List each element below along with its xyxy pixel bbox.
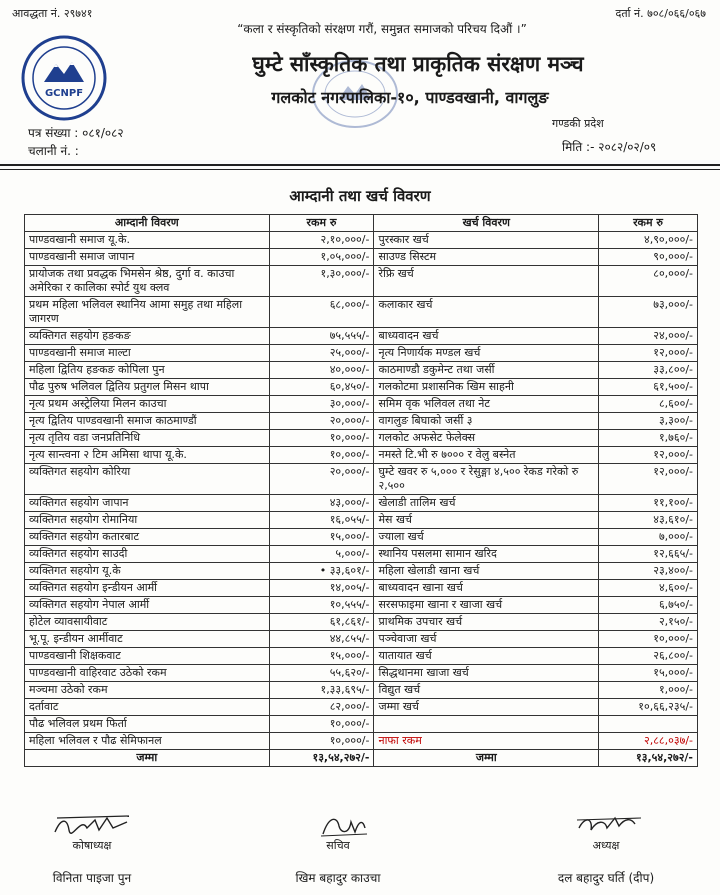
income-description: व्यक्तिगत सहयोग नेपाल आर्मी [25,597,270,614]
chair-name: दल बहादुर घर्ति (दीप) [557,871,655,885]
income-amount: ५,०००/- [269,546,374,563]
expense-amount-header: रकम रु [599,215,698,232]
table-row [25,345,698,362]
income-description: नृत्य द्वितिय पाण्डवखानी समाज काठमाण्डौं [25,413,270,430]
table-row [25,563,698,580]
income-amount: ७५,५५५/- [269,328,374,345]
income-amount: ४०,०००/- [269,362,374,379]
expense-description: वागलुङ बिघाको जर्सी ३ [374,413,599,430]
table-row [25,529,698,546]
expense-description: पञ्चेवाजा खर्च [374,631,599,648]
expense-description: नाफा रकम [374,733,599,750]
income-amount-header: रकम रु [269,215,374,232]
table-row [25,266,698,297]
income-amount: १०,०००/- [269,447,374,464]
expense-description: घुम्टे खवर रु ५,००० र रेसुङ्गा ४,५०० रेकड गरेको रु २,५०० [374,464,599,495]
income-description: प्रायोजक तथा प्रवद्धक भिमसेन श्रेष्ठ, दुर्गा व. काउचा अमेरिका र कालिका स्पोर्ट युथ क्लव [25,266,270,297]
income-description: होटेल व्यावसायीवाट [25,614,270,631]
income-amount: • ३३,६०१/- [269,563,374,580]
table-row [25,464,698,495]
treasurer-title: कोषाध्यक्ष [72,839,112,852]
income-amount: १,३०,०००/- [269,266,374,297]
expense-amount: १२,०००/- [599,464,698,495]
income-total: १३,५४,२७२/- [269,750,374,767]
income-amount: ५५,६२०/- [269,665,374,682]
income-amount: २०,०००/- [269,464,374,495]
income-amount: ६०,४५०/- [269,379,374,396]
income-description: पौढ पुरुष भलिवल द्वितिय प्रतुगल मिसन थापा [25,379,270,396]
expense-amount: १२,६६५/- [599,546,698,563]
income-amount: १०,०००/- [269,430,374,447]
income-description: पाण्डवखानी समाज माल्टा [25,345,270,362]
income-amount: १०,०००/- [269,716,374,733]
report-title: आम्दानी तथा खर्च विवरण [289,187,431,205]
table-row [25,546,698,563]
table-body [25,232,698,750]
income-amount: १,३३,६९५/- [269,682,374,699]
income-amount: १०,५५५/- [269,597,374,614]
expense-description: नमस्ते टि.भी रु ७००० र वेलु बस्नेत [374,447,599,464]
expense-description: बाध्यवादन खाना खर्च [374,580,599,597]
income-amount: ८२,०००/- [269,699,374,716]
income-description: व्यक्तिगत सहयोग कतारबाट [25,529,270,546]
expense-amount: ८,६००/- [599,396,698,413]
motto: “कला र संस्कृतिको संरक्षण गरौं, समुन्नत समाजको परिचय दिऔं ।” [237,22,527,36]
expense-amount: ४,९०,०००/- [599,232,698,249]
signature-block-treasurer [2,812,182,886]
income-description: व्यक्तिगत सहयोग इन्डीयन आर्मी [25,580,270,597]
expense-amount: २६,८००/- [599,648,698,665]
income-amount: १४,००५/- [269,580,374,597]
income-desc-header: आम्दानी विवरण [25,215,270,232]
income-description: व्यक्तिगत सहयोग रोमानिया [25,512,270,529]
income-amount: १५,०००/- [269,648,374,665]
expense-amount: १,०००/- [599,682,698,699]
income-description: नृत्य प्रथम अस्ट्रेलिया मिलन काउचा [25,396,270,413]
expense-amount: १२,०००/- [599,345,698,362]
organization-address: गलकोट नगरपालिका-१०, पाण्डवखानी, वागलुङ [271,88,549,107]
expense-amount: ७,०००/- [599,529,698,546]
table-row [25,665,698,682]
income-description: व्यक्तिगत सहयोग जापान [25,495,270,512]
expense-amount: ३,३००/- [599,413,698,430]
expense-amount: २,८८,०३७/- [599,733,698,750]
expense-description: खेलाडी तालिम खर्च [374,495,599,512]
table-row [25,430,698,447]
income-description: व्यक्तिगत सहयोग साउदी [25,546,270,563]
signature-block-chair [516,812,696,886]
income-description: व्यक्तिगत सहयोग यू.के [25,563,270,580]
table-header-row [25,215,698,232]
income-description: पाण्डवखानी समाज यू.के. [25,232,270,249]
letter-number: पत्र संख्या : ०८१/०८२ [28,126,124,140]
table-row [25,716,698,733]
expense-amount: १०,६६,२३५/- [599,699,698,716]
table-row [25,328,698,345]
expense-amount: १२,०००/- [599,447,698,464]
expense-amount: ६,७५०/- [599,597,698,614]
expense-description [374,716,599,733]
income-amount: १६,०५५/- [269,512,374,529]
income-description: पाण्डवखानी शिक्षकवाट [25,648,270,665]
table-row [25,362,698,379]
income-total-label: जम्मा [25,750,270,767]
income-description: महिला द्वितिय हङकङ कोपिला पुन [25,362,270,379]
expense-amount: २३,४००/- [599,563,698,580]
expense-total: १३,५४,२७२/- [599,750,698,767]
expense-description: जम्मा खर्च [374,699,599,716]
income-amount: ४४,८५५/- [269,631,374,648]
table-row [25,597,698,614]
logo-text: GCNPF [44,88,84,99]
expense-amount: १,७६०/- [599,430,698,447]
signature-block-secretary [248,812,428,886]
expense-amount: ९०,०००/- [599,249,698,266]
income-amount: ६१,८६१/- [269,614,374,631]
chair-title: अध्यक्ष [592,839,620,852]
income-description: दर्तावाट [25,699,270,716]
expense-amount: ८०,०००/- [599,266,698,297]
income-amount: २०,०००/- [269,413,374,430]
income-description: व्यक्तिगत सहयोग हङकङ [25,328,270,345]
expense-description: बाध्यवादन खर्च [374,328,599,345]
income-amount: ४३,०००/- [269,495,374,512]
expense-amount: ४,६००/- [599,580,698,597]
income-amount: २,१०,०००/- [269,232,374,249]
table-row [25,512,698,529]
table-row [25,733,698,750]
table-row [25,682,698,699]
table-row [25,648,698,665]
table-row [25,631,698,648]
income-expense-table [24,214,698,767]
income-amount: ३०,०००/- [269,396,374,413]
expense-desc-header: खर्च विवरण [374,215,599,232]
income-amount: १,०५,०००/- [269,249,374,266]
table-row [25,699,698,716]
income-description: पाण्डवखानी वाहिरवाट उठेको रकम [25,665,270,682]
income-amount: १०,०००/- [269,733,374,750]
table-row [25,249,698,266]
expense-description: गलकोट अफसेट फेलेक्स [374,430,599,447]
expense-description: स्थानिय पसलमा सामान खरिद [374,546,599,563]
secretary-name: खिम बहादुर काउचा [295,871,381,885]
province: गण्डकी प्रदेश [552,117,604,130]
income-description: महिला भलिवल र पौढ सेमिफानल [25,733,270,750]
expense-total-label: जम्मा [374,750,599,767]
expense-amount: १५,०००/- [599,665,698,682]
expense-amount: ३३,८००/- [599,362,698,379]
expense-description: महिला खेलाडी खाना खर्च [374,563,599,580]
table-row [25,396,698,413]
income-amount: ६८,०००/- [269,297,374,328]
table-row [25,495,698,512]
expense-description: सिद्धथानमा खाजा खर्च [374,665,599,682]
expense-description: प्राथमिक उपचार खर्च [374,614,599,631]
income-description: नृत्य तृतिय वडा जनप्रतिनिधि [25,430,270,447]
expense-amount: ७३,०००/- [599,297,698,328]
header-divider-thin [0,169,720,170]
income-description: पौढ भलिवल प्रथम फिर्ता [25,716,270,733]
expense-description: समिम वृक भलिवल तथा नेट [374,396,599,413]
income-description: पाण्डवखानी समाज जापान [25,249,270,266]
table-row [25,614,698,631]
expense-description: नृत्य निणार्यक मण्डल खर्च [374,345,599,362]
table-row [25,413,698,430]
expense-amount [599,716,698,733]
expense-description: रेफ्रि खर्च [374,266,599,297]
expense-description: यातायात खर्च [374,648,599,665]
signature-scribble [561,812,651,838]
dispatch-number: चलानी नं. : [28,144,79,158]
expense-amount: ११,१००/- [599,495,698,512]
income-description: व्यक्तिगत सहयोग कोरिया [25,464,270,495]
income-description: मञ्चमा उठेको रकम [25,682,270,699]
expense-description: विद्युत खर्च [374,682,599,699]
expense-amount: २४,०००/- [599,328,698,345]
expense-amount: १०,०००/- [599,631,698,648]
income-description: प्रथम महिला भलिवल स्थानिय आमा समुह तथा महिला जागरण [25,297,270,328]
header-divider [0,164,720,166]
income-description: नृत्य सान्त्वना २ टिम अमिसा थापा यू.के. [25,447,270,464]
expense-description: मेस खर्च [374,512,599,529]
table-row [25,232,698,249]
expense-description: पुरस्कार खर्च [374,232,599,249]
expense-description: सरसफाइमा खाना र खाजा खर्च [374,597,599,614]
treasurer-name: विनिता पाइजा पुन [52,871,132,885]
table-row [25,379,698,396]
income-amount: १५,०००/- [269,529,374,546]
organization-name: घुम्टे साँस्कृतिक तथा प्राकृतिक संरक्षण मञ्च [252,52,584,76]
expense-description: कलाकार खर्च [374,297,599,328]
expense-description: गलकोटमा प्रशासनिक खिम साहनी [374,379,599,396]
secretary-title: सचिव [326,839,350,852]
expense-amount: ६१,५००/- [599,379,698,396]
letter-date: मिति :- २०८२/०२/०९ [562,140,657,154]
expense-description: साउण्ड सिस्टम [374,249,599,266]
signature-scribble [47,812,137,838]
expense-description: काठमाण्डौ डकुमेन्ट तथा जर्सी [374,362,599,379]
registration-number: आवद्धता नं. २९७४१ [12,7,93,20]
income-description: भू.पू. इन्डीयन आर्मीवाट [25,631,270,648]
expense-description: ज्याला खर्च [374,529,599,546]
darta-number: दर्ता नं. ७०८/०६६/०६७ [615,7,706,20]
table-row [25,447,698,464]
income-amount: २५,०००/- [269,345,374,362]
signature-scribble [293,812,383,838]
table-row [25,297,698,328]
totals-row [25,750,698,767]
expense-amount: ४३,६१०/- [599,512,698,529]
table-row [25,580,698,597]
expense-amount: २,१५०/- [599,614,698,631]
organization-logo [20,34,108,122]
